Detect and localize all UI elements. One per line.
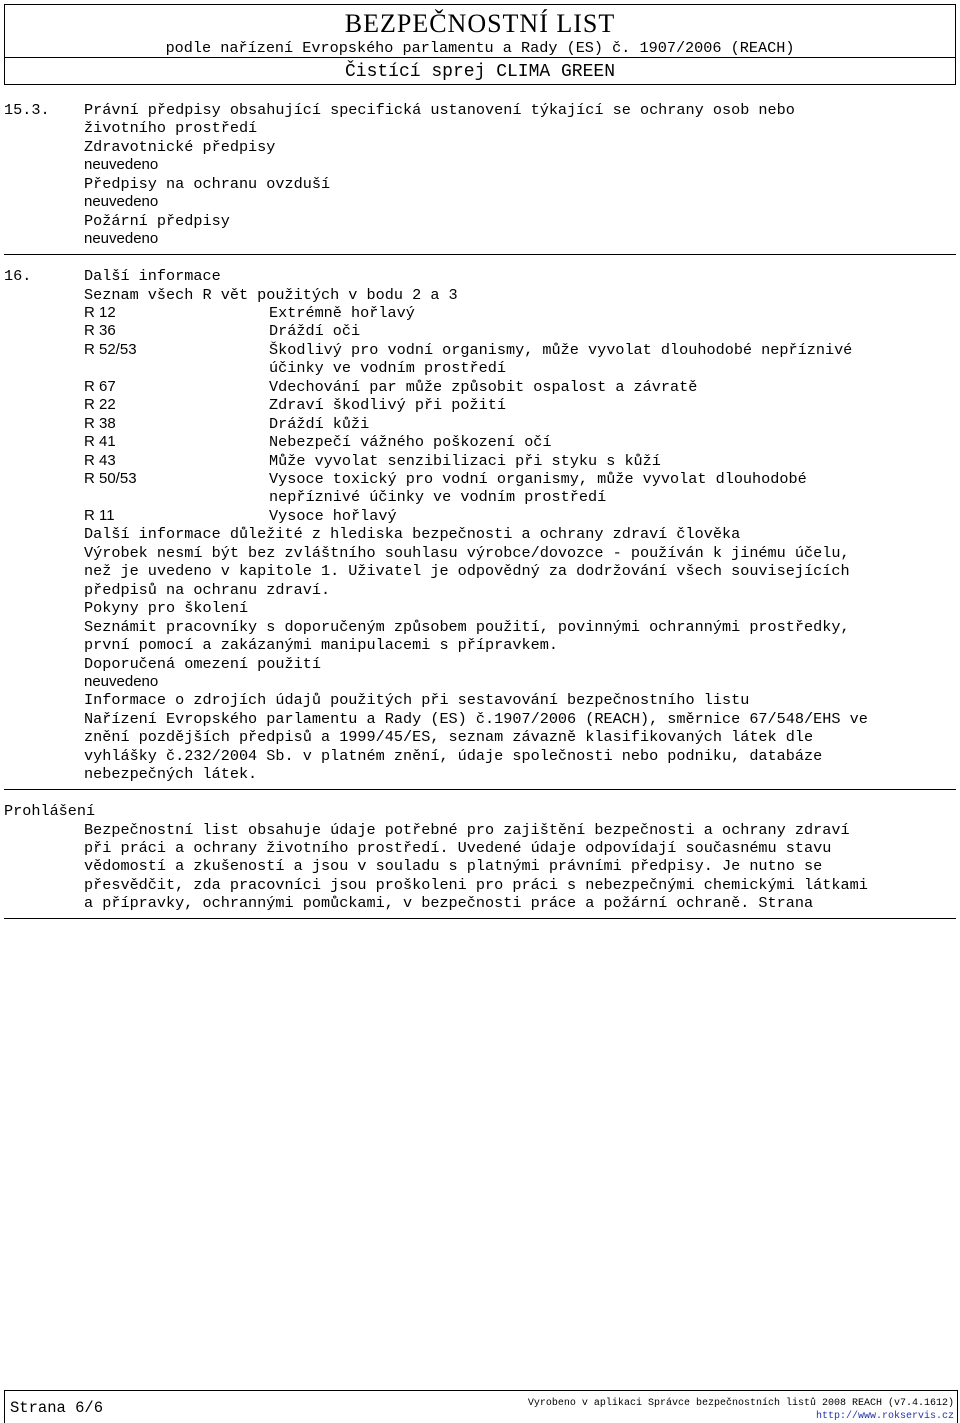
subheading: Seznam všech R vět použitých v bodu 2 a 3 xyxy=(84,285,458,304)
r-phrase-text: Škodlivý pro vodní organismy, může vyvolat dlouhodobé nepříznivé xyxy=(269,340,853,359)
r-phrase-text: Vysoce toxický pro vodní organismy, může vyvolat dlouhodobé xyxy=(269,470,807,488)
section-heading: Další informace xyxy=(84,267,221,286)
r-phrase-code: R 67 xyxy=(84,377,116,395)
document-title: BEZPEČNOSTNÍ LIST xyxy=(344,9,616,38)
r-phrase-code: R 43 xyxy=(84,451,116,469)
paragraph-line: nebezpečných látek. xyxy=(84,765,258,784)
paragraph-line: Seznámit pracovníky s doporučeným způsobem použití, povinnými ochrannými prostředky, xyxy=(84,617,850,636)
r-phrase-code: R 11 xyxy=(84,506,115,524)
r-phrase-code: R 38 xyxy=(84,414,116,432)
subheading: Předpisy na ochranu ovzduší xyxy=(84,174,331,193)
r-phrase-text: účinky ve vodním prostředí xyxy=(269,359,506,378)
value-text: neuvedeno xyxy=(84,193,159,211)
paragraph-line: vyhlášky č.232/2004 Sb. v platném znění, údaje společnosti nebo podniku, databáze xyxy=(84,746,823,765)
paragraph-line: předpisů na ochranu zdraví. xyxy=(84,580,331,599)
r-phrase-text: nepříznivé účinky ve vodním prostředí xyxy=(269,488,607,507)
r-phrase-text: Extrémně hořlavý xyxy=(269,303,415,322)
section-divider xyxy=(4,918,956,919)
section-heading: životního prostředí xyxy=(84,119,258,138)
paragraph-line: přesvědčit, zda pracovníci jsou proškoleni pro práci s nebezpečnými chemickými látkami xyxy=(84,875,868,894)
generator-note xyxy=(528,1397,954,1423)
r-phrase-text: Může vyvolat senzibilizaci při styku s kůží xyxy=(269,451,661,470)
document-subtitle: podle nařízení Evropského parlamentu a Rady (ES) č. 1907/2006 (REACH) xyxy=(165,39,795,57)
value-text: neuvedeno xyxy=(84,230,159,248)
paragraph-line: znění pozdějších předpisů a 1999/45/ES, seznam závazně klasifikovaných látek dle xyxy=(84,728,814,747)
section-number: 16. xyxy=(4,267,32,286)
section-heading: Právní předpisy obsahující specifická ustanovení týkající se ochrany osob nebo xyxy=(84,101,795,119)
r-phrase-text: Vysoce hořlavý xyxy=(269,506,397,525)
subheading: Pokyny pro školení xyxy=(84,599,249,618)
r-phrase-text: Nebezpečí vážného poškození očí xyxy=(269,433,552,452)
value-text: neuvedeno xyxy=(84,156,159,174)
paragraph-line: než je uvedeno v kapitole 1. Uživatel je odpovědný za dodržování všech souvisejících xyxy=(84,562,850,581)
r-phrase-code: R 36 xyxy=(84,322,116,340)
r-phrase-text: Dráždí kůži xyxy=(269,414,370,433)
subheading: Zdravotnické předpisy xyxy=(84,137,276,156)
section-divider xyxy=(4,789,956,790)
subheading: Požární předpisy xyxy=(84,211,230,230)
document-header xyxy=(4,4,956,85)
r-phrase-code: R 50/53 xyxy=(84,470,137,487)
section-number: 15.3. xyxy=(4,101,50,119)
r-phrase-code: R 22 xyxy=(84,396,116,414)
r-phrase-code: R 52/53 xyxy=(84,340,137,358)
header-title-row xyxy=(5,5,955,58)
paragraph-line: Výrobek nesmí být bez zvláštního souhlasu výrobce/dovozce - používán k jinému účelu, xyxy=(84,543,850,562)
r-phrase-code: R 41 xyxy=(84,433,116,451)
section-divider xyxy=(4,254,956,255)
generator-text: Vyrobeno v aplikaci Správce bezpečnostních listů 2008 REACH (v7.4.1612) xyxy=(527,1398,954,1409)
subheading: Doporučená omezení použití xyxy=(84,654,321,673)
page-number: Strana 6/6 xyxy=(10,1399,104,1417)
paragraph-line: Nařízení Evropského parlamentu a Rady (ES) č.1907/2006 (REACH), směrnice 67/548/EHS ve xyxy=(84,709,868,728)
paragraph-line: Bezpečnostní list obsahuje údaje potřebné pro zajištění bezpečnosti a ochrany zdraví xyxy=(84,820,850,839)
generator-url[interactable]: http://www.rokservis.cz xyxy=(815,1411,954,1422)
r-phrase-text: Vdechování par může způsobit ospalost a závratě xyxy=(269,377,698,396)
value-text: neuvedeno xyxy=(84,672,159,690)
paragraph-line: a přípravky, ochrannými pomůckami, v bezpečnosti práce a požární ochraně. Strana xyxy=(84,894,814,913)
subheading: Další informace důležité z hlediska bezpečnosti a ochrany zdraví člověka xyxy=(84,525,741,544)
r-phrase-text: Zdraví škodlivý při požití xyxy=(269,396,506,415)
subheading: Informace o zdrojích údajů použitých při sestavování bezpečnostního listu xyxy=(84,691,750,710)
r-phrase-code: R 12 xyxy=(84,303,116,321)
product-name: Čistící sprej CLIMA GREEN xyxy=(344,62,616,82)
paragraph-line: první pomocí a zakázanými manipulacemi s přípravkem. xyxy=(84,636,558,655)
paragraph-line: při práci a ochrany životního prostředí. Uvedené údaje odpovídají současnému stavu xyxy=(84,839,832,857)
paragraph-line: vědomostí a zkušeností a jsou v souladu s platnými právními předpisy. Je nutno se xyxy=(84,857,823,876)
declaration-title: Prohlášení xyxy=(4,802,96,821)
r-phrase-text: Dráždí oči xyxy=(269,322,361,341)
